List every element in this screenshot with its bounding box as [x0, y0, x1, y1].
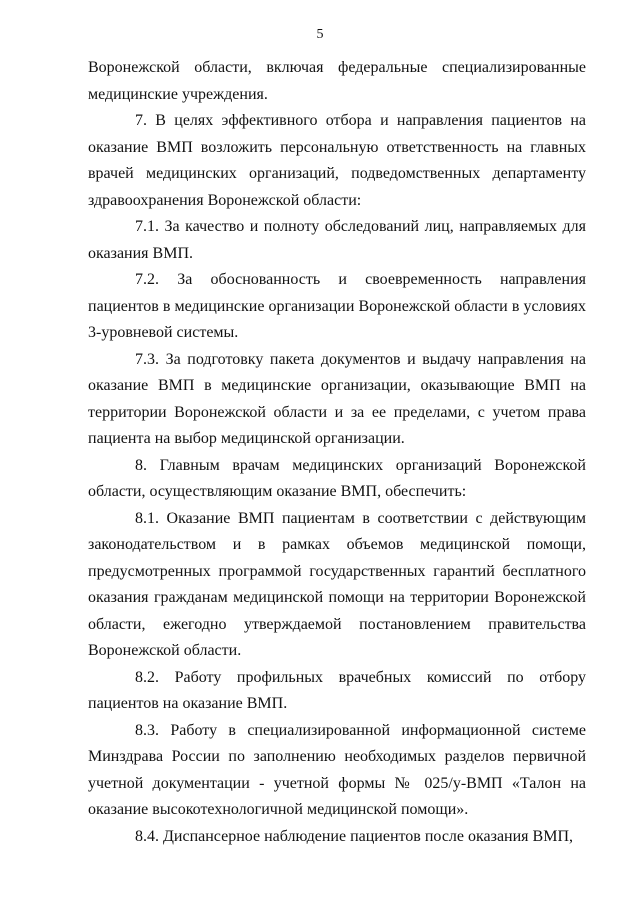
paragraph-item-7-1: 7.1. За качество и полноту обследований лиц, направляемых для оказания ВМП. — [88, 218, 586, 262]
paragraph-continuation: Воронежской области, включая федеральные специализированные медицинские учреждения. — [88, 59, 586, 103]
paragraph-item-8-3: 8.3. Работу в специализированной информационной системе Минздрава России по заполнению необходимых разделов первичной учетной документации - учетной формы № 025/у-ВМП «Талон на оказание высокотехнологичной медицинской помощи». — [88, 721, 586, 818]
paragraph-item-8-1: 8.1. Оказание ВМП пациентам в соответствии с действующим законодательством и в рамках объемов медицинской помощи, предусмотренных программой государственных гарантий бесплатного оказания гражданам медицинской помощи на территории Воронежской области, ежегодно утверждаемой постановлением правительства Воронежской области. — [88, 509, 586, 659]
document-body — [88, 55, 586, 850]
paragraph-item-8-2: 8.2. Работу профильных врачебных комиссий по отбору пациентов на оказание ВМП. — [88, 668, 586, 712]
paragraph-item-7-3: 7.3. За подготовку пакета документов и выдачу направления на оказание ВМП в медицинские организации, оказывающие ВМП на территории Воронежской области и за ее пределами, с учетом права пациента на выбор медицинской организации. — [88, 350, 586, 447]
paragraph-item-7: 7. В целях эффективного отбора и направления пациентов на оказание ВМП возложить персональную ответственность на главных врачей медицинских организаций, подведомственных департаменту здравоохранения Воронежской области: — [88, 112, 586, 209]
paragraph-item-8-4: 8.4. Диспансерное наблюдение пациентов после оказания ВМП, — [135, 827, 573, 845]
paragraph-item-7-2: 7.2. За обоснованность и своевременность направления пациентов в медицинские организации Воронежской области в условиях 3-уровневой системы. — [88, 271, 586, 341]
page-number: 5 — [316, 27, 324, 42]
paragraph-item-8: 8. Главным врачам медицинских организаций Воронежской области, осуществляющим оказание ВМП, обеспечить: — [88, 456, 586, 500]
